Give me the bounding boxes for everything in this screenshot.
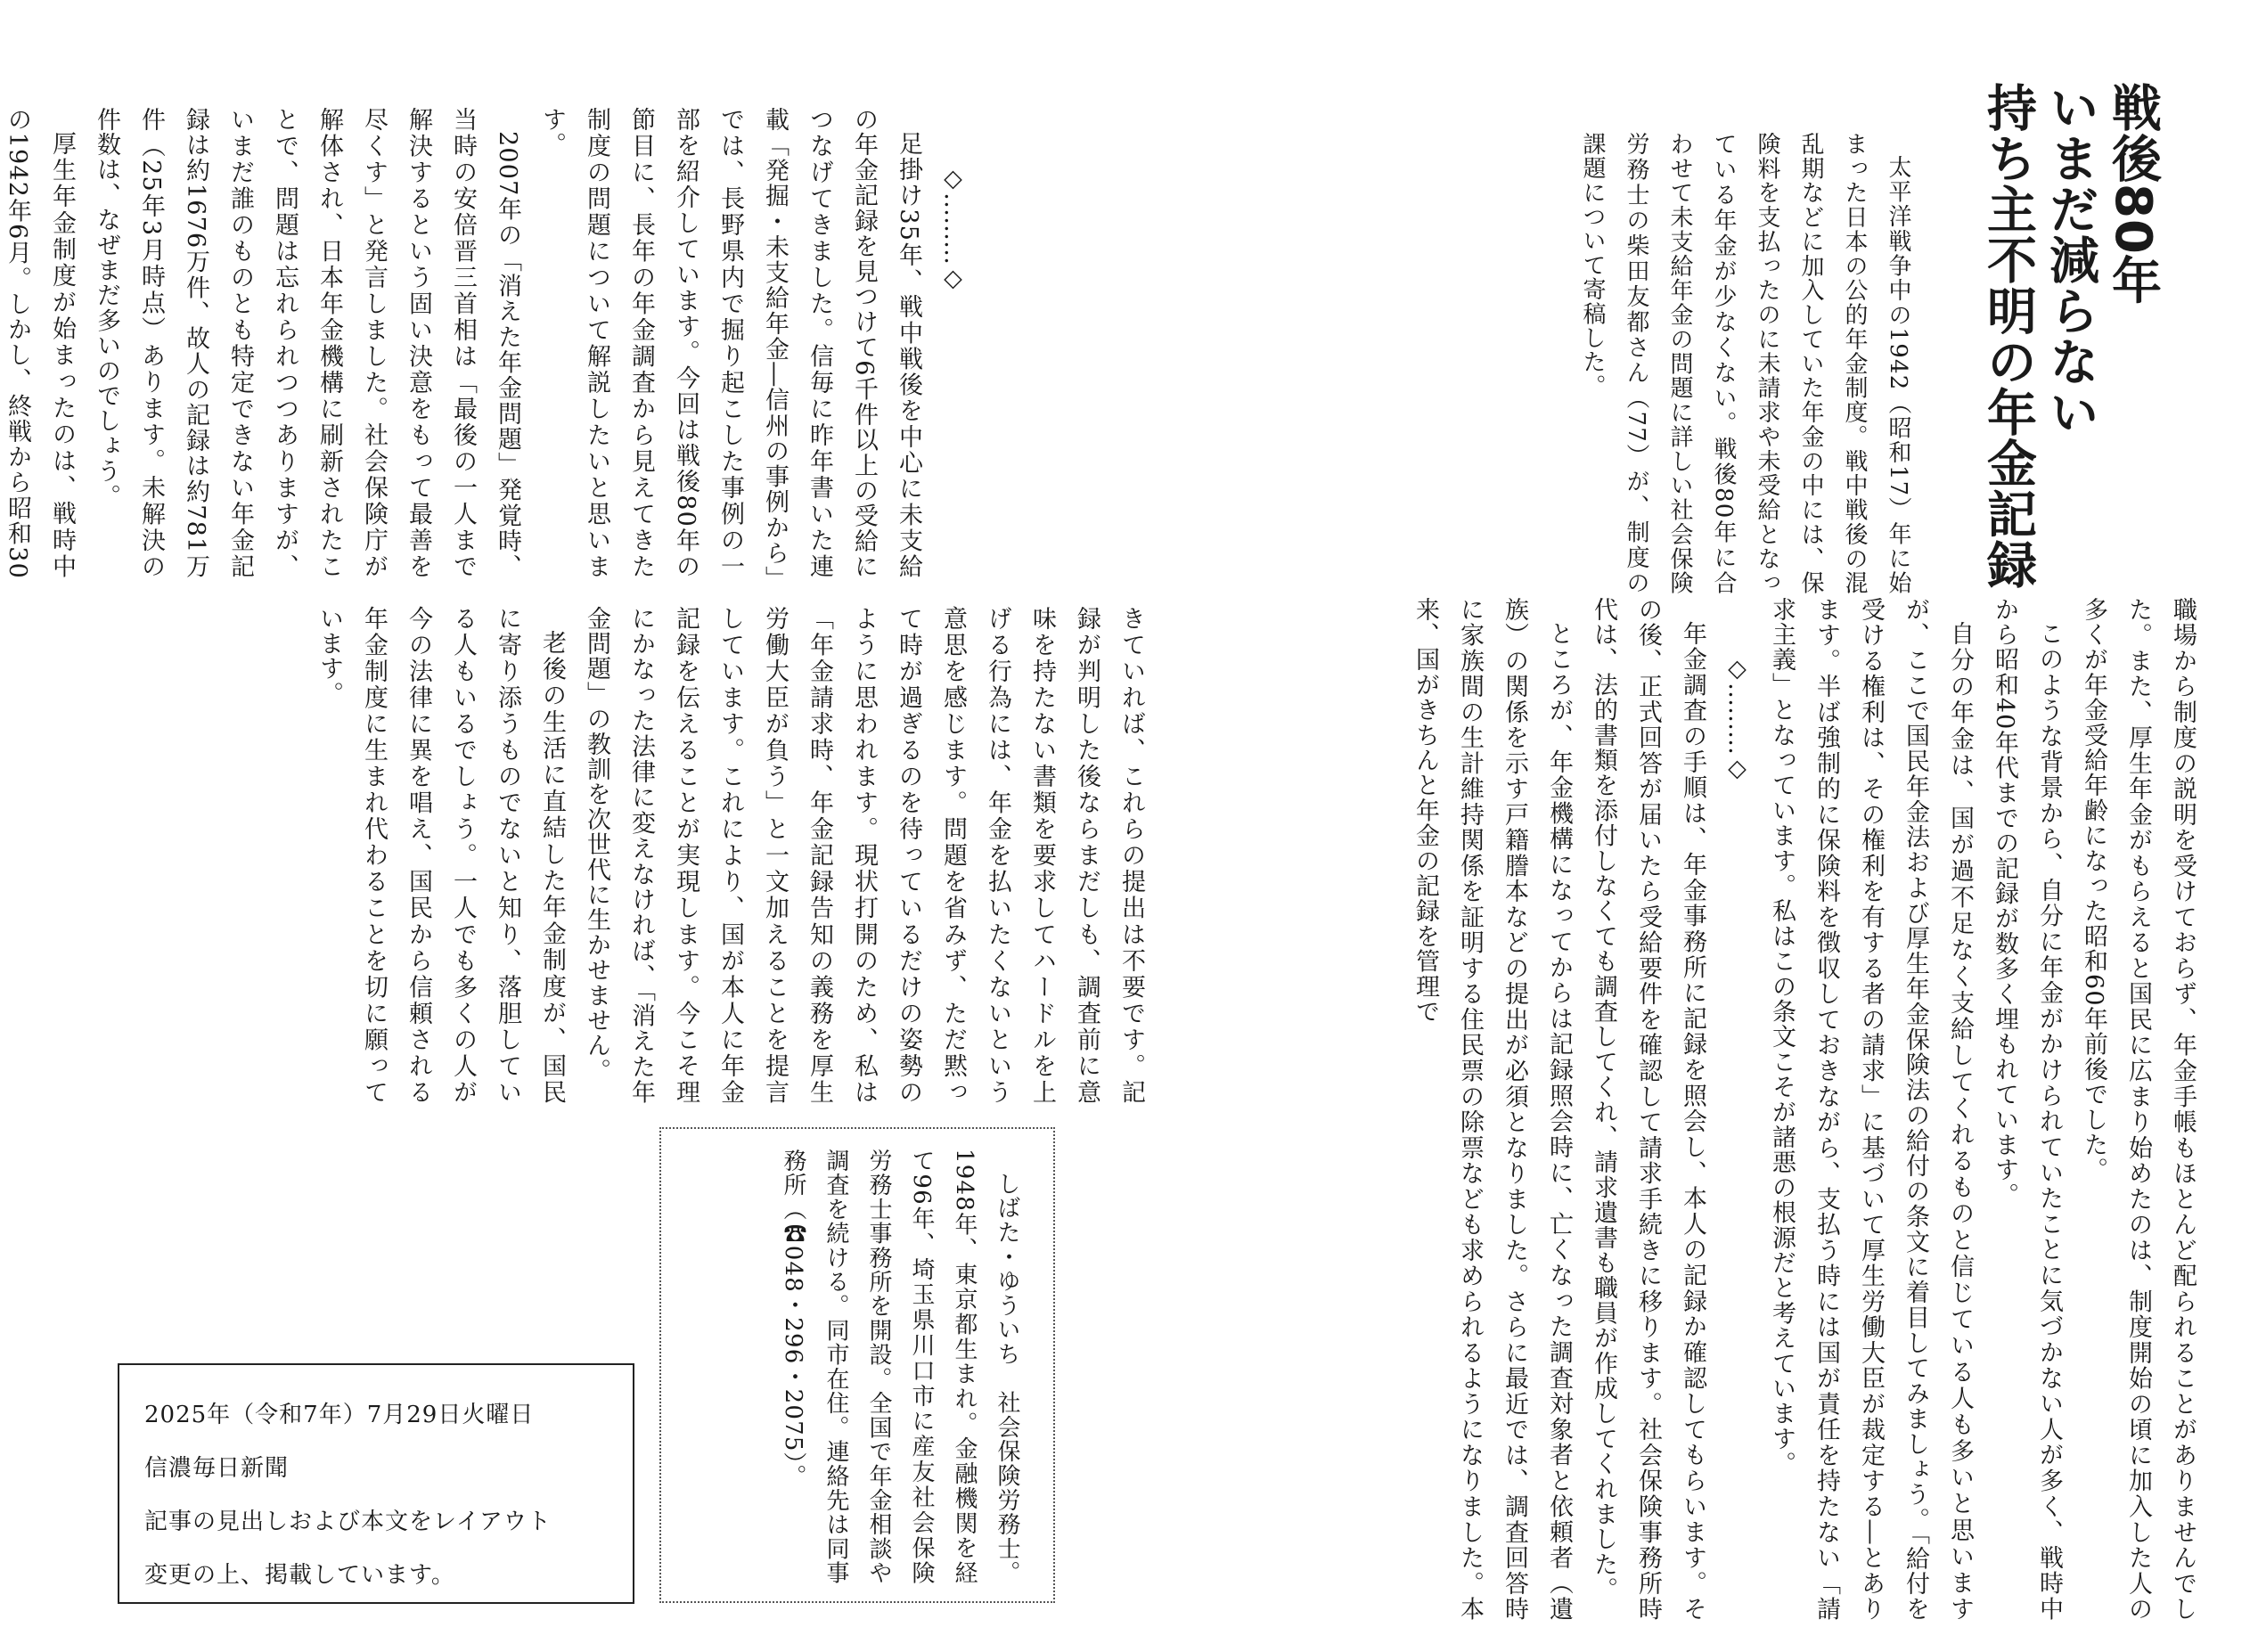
article-headline — [1941, 82, 2164, 590]
body-paragraph: 老後の生活に直結した年金制度が、国民に寄り添うものでないと知り、落胆している人もいるでしょう。一人でも多くの人が今の法律に異を唱え、国民から信頼される年金制度に生まれ代わることを切に願っています。 — [315, 606, 566, 1105]
body-paragraph: きていれば、これらの提出は不要です。記録が判明した後ならまだしも、調査前に意味を持たない書類を要求してハードルを上げる行為には、年金を払いたくないという意思を感じます。問題を省みず、ただ黙って時が過ぎるのを待っているだけの姿勢のように思われます。現状打開のため、私は「年金請求時、年金記録告知の義務を厚生労働大臣が負う」と一文加えることを提言しています。これにより、国が本人に年金記録を伝えることが実現します。今こそ理にかなった法律に変えなければ、「消えた年金問題」の教訓を次世代に生かせません。 — [583, 606, 1145, 1105]
headline-line-2: いまだ減らない — [2041, 82, 2099, 438]
body-paragraph: 年金調査の手順は、年金事務所に記録を照会し、本人の記録か確認してもらいます。その後、正式回答が届いたら受給要件を確認して請求手続きに移ります。社会保険事務所時代は、法的書類を添付しなくても調査してくれ、請求遺書も職員が作成してくれました。 — [1590, 597, 1706, 1622]
author-profile-text-column — [672, 1149, 1028, 1585]
headline-line-3: 持ち主不明の年金記録 — [1979, 82, 2037, 590]
body-paragraph: 職場から制度の説明を受けておらず、年金手帳もほとんど配られることがありませんでした。また、厚生年金がもらえると国民に広まり始めたのは、制度開始の頃に加入した人の多くが年金受給年齢になった昭和60年前後でした。 — [2080, 597, 2197, 1622]
upper-body-column — [4, 107, 975, 579]
author-profile-box — [659, 1127, 1055, 1603]
headline-line-1: 戦後80年 — [2104, 82, 2162, 306]
body-paragraph: 足掛け35年、戦中戦後を中心に未支給の年金記録を見つけて6千件以上の受給につなげてきました。信毎に昨年書いた連載「発掘・未支給年金―信州の事例から」では、長野県内で掘り起こした事例の一部を紹介しています。今回は戦後80年の節目に、長年の年金調査から見えてきた制度の問題について解説したいと思います。 — [538, 107, 922, 579]
source-note-line-2: 変更の上、掲載しています。 — [144, 1562, 455, 1589]
section-divider: ◇………◇ — [1723, 654, 1751, 782]
source-note-line-1: 記事の見出しおよび本文をレイアウト — [144, 1509, 552, 1535]
author-profile-text: しばた・ゆういち 社会保険労務士。1948年、東京都生まれ。金融機関を経て96年、埼玉県川口市に産友社会保険労務士事務所を開設。全国で年金相談や調査を続ける。同市在住。連絡先は同事務所（☎048・296・2075）。 — [780, 1149, 1020, 1585]
lead-paragraph — [993, 132, 1919, 595]
source-citation-box — [118, 1363, 634, 1604]
lower-right-body-column — [1171, 597, 2205, 1622]
body-paragraph: 自分の年金は、国が過不足なく支給してくれるものと信じている人も多いと思いますが、ここで国民年金法および厚生年金保険法の給付の条文に着目してみましょう。「給付を受ける権利は、その権利を有する者の請求」に基づいて厚生労働大臣が裁定する―とあります。半ば強制的に保険料を徴収しておきながら、支払う時には国が責任を持たない「請求主義」となっています。私はこの条文こそが諸悪の根源だと考えています。 — [1768, 597, 1974, 1622]
body-paragraph: このような背景から、自分に年金がかけられていたことに気づかない人が多く、戦時中から昭和40年代までの記録が数多く埋もれています。 — [1991, 597, 2063, 1622]
lead-text: 太平洋戦争中の1942（昭和17）年に始まった日本の公的年金制度。戦中戦後の混乱期などに加入していた年金の中には、保険料を支払ったのに未請求や未受給となっている年金が少なくない。戦後80年に合わせて未支給年金の問題に詳しい社会保険労務士の柴田友都さん（77）が、制度の課題について寄稿した。 — [1579, 132, 1911, 595]
lower-left-body-column — [244, 606, 1153, 1105]
body-paragraph: 厚生年金制度が始まったのは、戦時中の1942年6月。しかし、終戦から昭和30 — [4, 107, 76, 579]
source-date: 2025年（令和7年）7月29日火曜日 — [144, 1402, 535, 1428]
source-newspaper: 信濃毎日新聞 — [144, 1455, 290, 1482]
body-paragraph: ところが、年金機構になってからは記録照会時に、亡くなった調査対象者と依頼者（遺族）の関係を示す戸籍謄本などの提出が必須となりました。さらに最近では、調査回答時に家族間の生計維持関係を証明する住民票の除票なども求められるようになりました。本来、国がきちんと年金の記録を管理で — [1411, 597, 1573, 1622]
section-divider: ◇………◇ — [939, 164, 967, 292]
body-paragraph: 2007年の「消えた年金問題」発覚時、当時の安倍晋三首相は「最後の一人まで解決するという固い決意をもって最善を尽くす」と発言しました。社会保険庁が解体され、日本年金機構に刷新されたことで、問題は忘れられつつありますが、いまだ誰のものとも特定できない年金記録は約1676万件、故人の記録は約781万件（25年3月時点）あります。未解決の件数は、なぜまだ多いのでしょう。 — [93, 107, 521, 579]
